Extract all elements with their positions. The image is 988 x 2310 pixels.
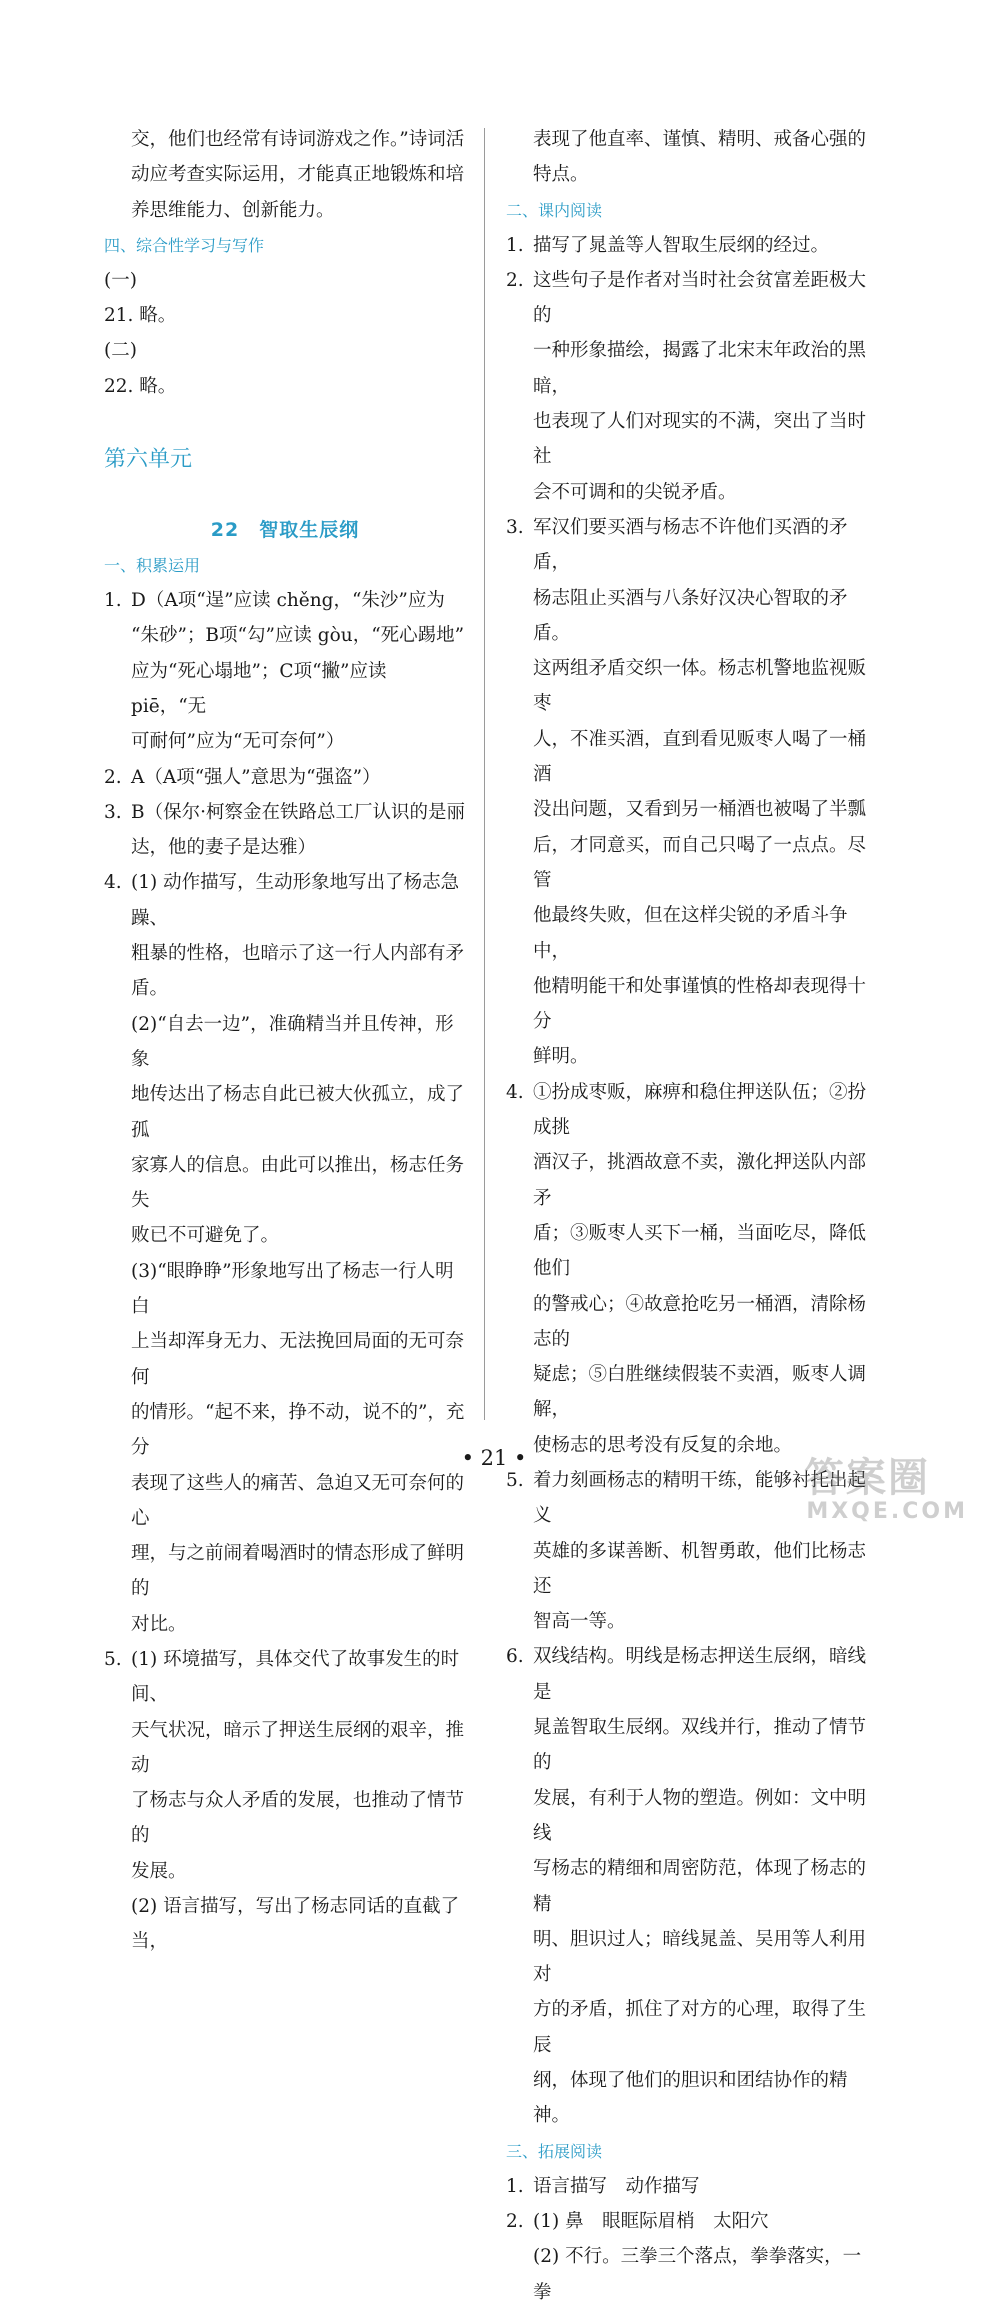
- question-q6-line: 晁盖智取生辰纲。双线并行，推动了情节的: [533, 1717, 867, 1774]
- question-q5-text: (1) 环境描写，具体交代了故事发生的时间、: [131, 1648, 460, 1706]
- question-q3-line: 这两组矛盾交织一体。杨志机警地监视贩枣: [533, 658, 867, 715]
- question-q5-text: 着力刻画杨志的精明干练，能够衬托出起义: [533, 1469, 867, 1527]
- question-q2-line: [506, 263, 868, 334]
- question-q4-line: 盾；③贩枣人买下一桶，当面吃尽，降低他们: [533, 1222, 867, 1280]
- question-q3-line: 鲜明。: [533, 1046, 589, 1068]
- question-q6-line: 方的矛盾，抓住了对方的心理，取得了生辰: [533, 1999, 867, 2056]
- question-q2-line: [104, 760, 466, 795]
- question-q1-line: [104, 583, 466, 618]
- section-heading: 四、综合性学习与写作: [104, 235, 265, 255]
- question-q6-text: 双线结构。明线是杨志押送生辰纲，暗线是: [533, 1646, 867, 1703]
- section-heading: 三、拓展阅读: [506, 2141, 603, 2161]
- question-q3-line: 他最终失败，但在这样尖锐的矛盾斗争中，: [533, 905, 848, 962]
- question-q4-text: (1) 动作描写，生动形象地写出了杨志急躁、: [131, 872, 460, 929]
- extension-e1-number: 1.: [506, 2175, 524, 2197]
- page-number: • 21 •: [461, 1446, 527, 1470]
- question-q2-text: 这些句子是作者对当时社会贫富差距极大的: [533, 269, 867, 327]
- question-q5-line: 天气状况，暗示了押送生辰纲的艰辛，推动: [131, 1719, 465, 1776]
- section-heading: 二、课内阅读: [506, 200, 603, 220]
- extension-e1-text: 语言描写 动作描写: [533, 2175, 700, 2197]
- question-q1-text: 描写了晁盖等人智取生辰纲的经过。: [533, 234, 830, 256]
- question-q5-line: (2) 语言描写，写出了杨志同话的直截了当，: [131, 1896, 460, 1953]
- question-q5-line: 了杨志与众人矛盾的发展，也推动了情节的: [131, 1790, 465, 1847]
- sub-heading: (一): [104, 269, 137, 291]
- question-q6-line: 写杨志的精细和周密防范，体现了杨志的精: [533, 1858, 867, 1915]
- question-q6-line: [506, 1639, 868, 1710]
- question-q4-line: 地传达出了杨志自此已被大伙孤立，成了孤: [131, 1084, 465, 1141]
- text-line: 动应考查实际运用，才能真正地锻炼和培: [131, 164, 465, 186]
- extension-e2-line: [506, 2204, 868, 2239]
- question-q3-number: 3.: [104, 801, 122, 823]
- question-q4-line: 疑虑；⑤白胜继续假装不卖酒，贩枣人调解，: [533, 1364, 867, 1421]
- extension-e1-line: [506, 2169, 868, 2204]
- question-q4-number: 4.: [506, 1081, 524, 1103]
- question-q3-text: 军汉们要买酒与杨志不许他们买酒的矛盾，: [533, 516, 848, 574]
- left-column: [104, 122, 466, 1960]
- question-q4-line: 家寡人的信息。由此可以推出，杨志任务失: [131, 1154, 465, 1212]
- question-q1-line: 应为“死心塌地”；C项“撇”应读 piē，“无: [131, 660, 387, 717]
- question-q4-line: [506, 1075, 868, 1146]
- question-q4-line: 败已不可避免了。: [131, 1225, 280, 1247]
- watermark-logo: [804, 1456, 974, 1526]
- question-q6-line: 明、胆识过人；暗线晁盖、吴用等人利用对: [533, 1928, 867, 1986]
- question-q2-line: 会不可调和的尖锐矛盾。: [533, 481, 737, 503]
- question-q4-line: (2)“自去一边”，准确精当并且传神，形象: [131, 1013, 454, 1070]
- question-q4-line: [104, 865, 466, 936]
- question-q5-line: 发展。: [131, 1860, 187, 1882]
- unit-title: 第六单元: [104, 447, 193, 473]
- spacer: [104, 480, 466, 512]
- question-q3-line: 没出问题，又看到另一桶酒也被喝了半瓢: [533, 799, 867, 821]
- question-q4-line: 使杨志的思考没有反复的余地。: [533, 1434, 793, 1456]
- question-q5-line: 智高一等。: [533, 1611, 626, 1633]
- question-q3-line: [506, 510, 868, 581]
- watermark-top: 答案圈: [804, 1455, 930, 1501]
- question-q4-number: 4.: [104, 872, 122, 894]
- question-q4-line: 粗暴的性格，也暗示了这一行人内部有矛盾。: [131, 943, 465, 1000]
- question-q5-line: 英雄的多谋善断、机智勇敢，他们比杨志还: [533, 1540, 867, 1597]
- column-divider: [484, 128, 485, 1420]
- question-q2-number: 2.: [506, 269, 524, 291]
- answer-line: 21. 略。: [104, 305, 177, 327]
- question-q1-line: 可耐何”应为“无可奈何”）: [131, 731, 345, 753]
- question-q6-line: 纲，体现了他们的胆识和团结协作的精神。: [533, 2070, 848, 2127]
- question-q3-line: 杨志阻止买酒与八条好汉决心智取的矛盾。: [533, 587, 848, 644]
- question-q4-line: 的警戒心；④故意抢吃另一桶酒，清除杨志的: [533, 1293, 867, 1350]
- question-q6-line: 发展，有利于人物的塑造。例如：文中明线: [533, 1787, 867, 1844]
- text-line: 交，他们也经常有诗词游戏之作。”诗词活: [131, 129, 465, 150]
- question-q2-line: 一种形象描绘，揭露了北宋末年政治的黑暗，: [533, 340, 867, 397]
- question-q6-number: 6.: [506, 1646, 524, 1668]
- question-q3-line: [104, 795, 466, 830]
- watermark-bottom: MXQE.COM: [806, 1499, 968, 1524]
- question-q4-line: 的情形。“起不来，挣不动，说不的”，充分: [131, 1401, 465, 1459]
- sub-heading: (二): [104, 340, 137, 362]
- text-line: 表现了他直率、谨慎、精明、戒备心强的: [533, 129, 867, 150]
- question-q4-line: 表现了这些人的痛苦、急迫又无可奈何的心: [131, 1472, 465, 1529]
- question-q5-line: [104, 1642, 466, 1713]
- extension-e2-text: (1) 鼻 眼眶际眉梢 太阳穴: [533, 2210, 769, 2232]
- question-q1-number: 1.: [104, 590, 122, 612]
- question-q1-text: D（A项“逞”应读 chěng，“朱沙”应为: [131, 590, 445, 612]
- question-q3-number: 3.: [506, 516, 524, 538]
- question-q3-line: 人，不准买酒，直到看见贩枣人喝了一桶酒: [533, 728, 867, 786]
- question-q4-line: 理，与之前闹着喝酒时的情态形成了鲜明的: [131, 1543, 465, 1600]
- question-q4-line: 对比。: [131, 1613, 187, 1635]
- question-q3-line: 达，他的妻子是达雅）: [131, 837, 317, 859]
- question-q3-line: 后，才同意买，而自己只喝了一点点。尽管: [533, 834, 867, 891]
- question-q2-line: 也表现了人们对现实的不满，突出了当时社: [533, 411, 867, 468]
- question-q3-line: 他精明能干和处事谨慎的性格却表现得十分: [533, 975, 867, 1033]
- question-q5-number: 5.: [104, 1648, 122, 1670]
- text-line: 特点。: [533, 164, 589, 186]
- right-column: [506, 122, 868, 2310]
- question-q4-text: ①扮成枣贩，麻痹和稳住押送队伍；②扮成挑: [533, 1081, 867, 1139]
- lesson-title: 22 智取生辰纲: [210, 519, 360, 542]
- extension-e2-line: (2) 不行。三拳三个落点，拳拳落实，一拳: [533, 2246, 862, 2303]
- spacer: [104, 404, 466, 440]
- question-q4-line: 酒汉子，挑酒故意不卖，激化押送队内部矛: [533, 1152, 867, 1209]
- question-q1-line: “朱砂”；B项“勾”应读 gòu，“死心踢地”: [131, 625, 465, 647]
- answer-line: 22. 略。: [104, 375, 177, 397]
- question-q1-number: 1.: [506, 234, 524, 256]
- question-q2-text: A（A项“强人”意思为“强盗”）: [131, 766, 381, 788]
- text-line: 养思维能力、创新能力。: [131, 199, 335, 221]
- question-q5-number: 5.: [506, 1469, 524, 1491]
- extension-e2-number: 2.: [506, 2210, 524, 2232]
- question-q1-line: [506, 228, 868, 263]
- question-q3-text: B（保尔·柯察金在铁路总工厂认识的是丽: [131, 801, 465, 823]
- question-q2-number: 2.: [104, 766, 122, 788]
- question-q4-line: (3)“眼睁睁”形象地写出了杨志一行人明白: [131, 1260, 454, 1318]
- question-q4-line: 上当却浑身无力、无法挽回局面的无可奈何: [131, 1331, 465, 1388]
- section-heading: 一、积累运用: [104, 556, 201, 576]
